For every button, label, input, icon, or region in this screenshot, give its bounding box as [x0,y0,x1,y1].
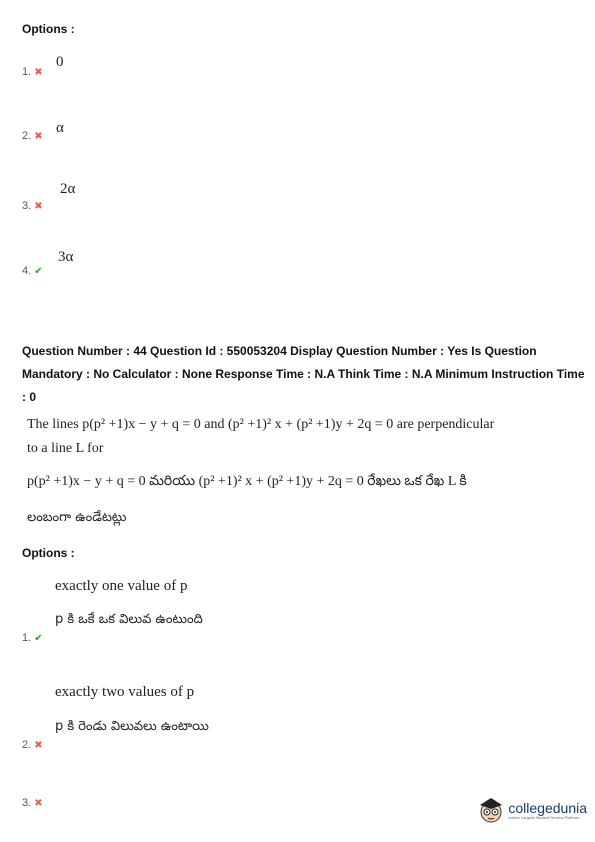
prev-option-3-value: 2α [60,181,76,197]
prev-option-4-value: 3α [58,249,74,265]
logo-name: collegedunia [508,799,587,816]
option-2-te: p కి రెండు విలువలు ఉంటాయి [55,719,209,734]
options-heading: Options : [22,22,75,36]
question-text-en-2: to a line L for [27,441,104,456]
options-heading-2: Options : [22,546,75,560]
question-text-en-1: The lines p(p² +1)x − y + q = 0 and (p² +1)² x + (p² +1)y + 2q = 0 are perpendicular [27,417,495,432]
option-number: 4. [22,265,32,277]
question-text-te-1: p(p² +1)x − y + q = 0 మరియు (p² +1)² x + (p² +1)y + 2q = 0 రేఖలు ఒక రేఖ L కి [27,474,467,489]
option-number: 2. [22,130,32,142]
option-number: 3. [22,200,32,212]
collegedunia-logo [476,795,587,825]
check-icon: ✔ [34,633,43,644]
prev-option-1-value: 0 [56,54,64,70]
option-number: 2. [22,739,32,751]
check-icon: ✔ [34,266,43,277]
cross-icon: ✖ [34,131,43,142]
cross-icon: ✖ [34,740,43,751]
prev-option-3 [22,196,43,214]
option-1-te: p కి ఒకే ఒక విలువ ఉంటుంది [55,612,203,627]
option-2 [22,735,43,753]
prev-option-4 [22,261,43,279]
option-number: 1. [22,66,32,78]
logo-tagline: India's Largest Student Review Platform [508,814,580,820]
option-number: 3. [22,797,32,809]
option-1-en: exactly one value of p [55,578,188,594]
option-number: 1. [22,632,32,644]
question-meta: Question Number : 44 Question Id : 550053204 Display Question Number : Yes Is Question Mandatory : No Calculator : None Response Time : N.A Think Time : N.A Minimum Instruction Time : 0 [22,344,585,404]
cross-icon: ✖ [34,67,43,78]
question-text-te-2: లంబంగా ఉండేటట్లు [27,510,127,525]
cross-icon: ✖ [34,201,43,212]
option-1 [22,628,43,646]
mascot-icon [476,795,506,825]
prev-option-2 [22,126,43,144]
option-2-en: exactly two values of p [55,684,195,700]
cross-icon: ✖ [34,798,43,809]
prev-option-1 [22,62,43,80]
option-3 [22,793,43,811]
prev-option-2-value: α [56,120,64,136]
